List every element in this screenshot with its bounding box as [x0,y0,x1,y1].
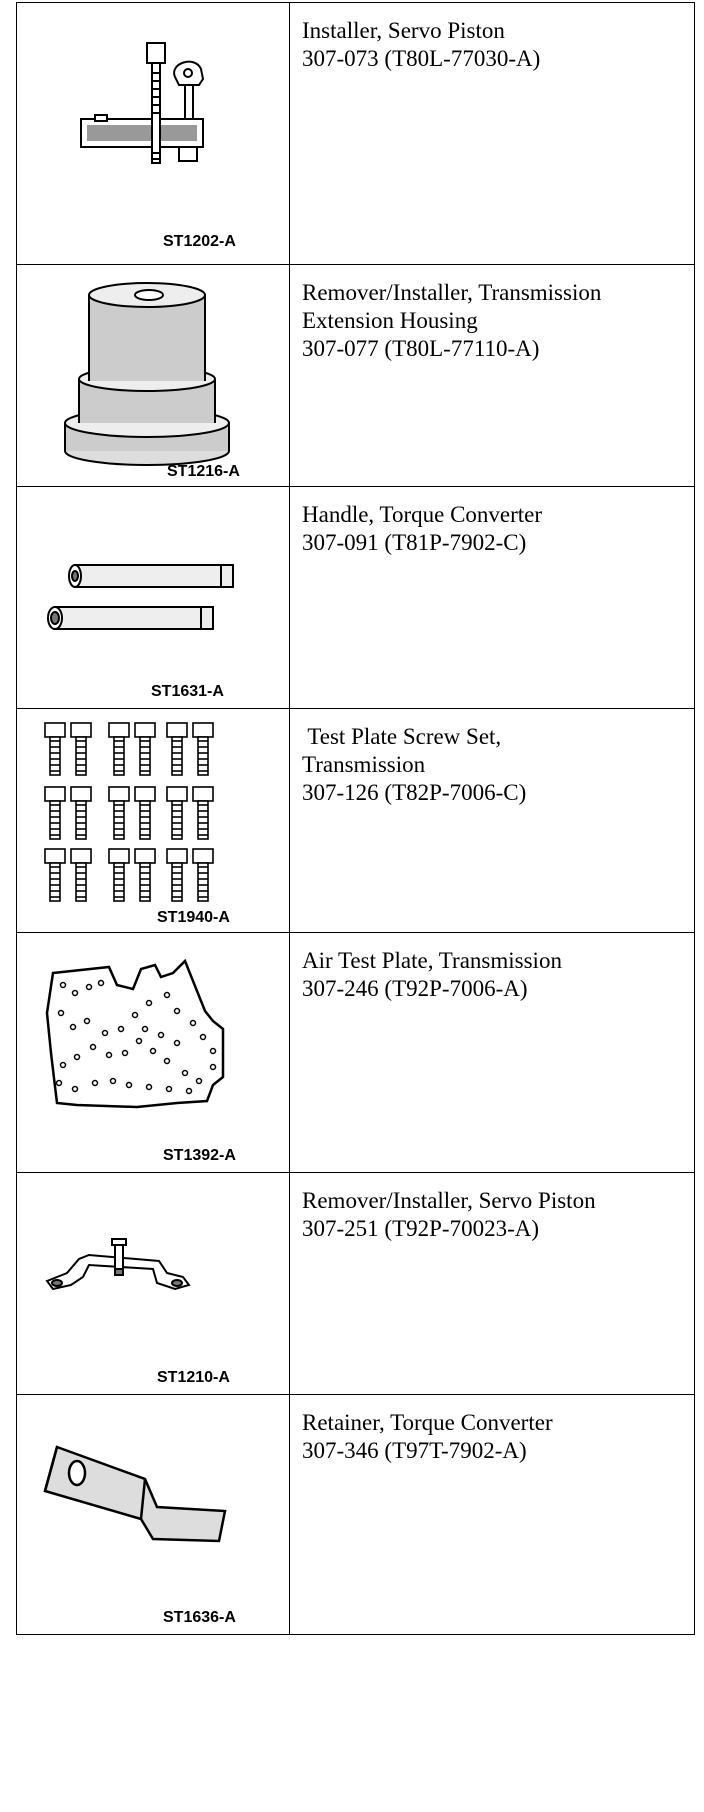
screw-icon [135,787,155,839]
tool-image-code: ST1202-A [163,233,236,250]
table-row [17,709,695,933]
plate-hole [75,1055,80,1060]
plate-hole [57,1081,62,1086]
torque-converter-retainer-illustration [17,1395,289,1635]
air-test-plate-illustration [17,933,289,1173]
table-row [17,933,695,1173]
plate-hole [183,1071,188,1076]
plate-hole [137,1039,142,1044]
tool-illustration-cell [17,1395,290,1635]
tool-table [16,2,695,1635]
screw-icon [109,787,129,839]
tool-image-code: ST1631-A [151,683,224,700]
tool-name-line: Remover/Installer, Transmission [302,280,602,305]
plate-hole [201,1035,206,1040]
tool-description-cell [290,933,695,1173]
plate-hole [133,1013,138,1018]
plate-hole [147,1001,152,1006]
tool-description-cell [290,487,695,709]
screw-icon [45,787,65,839]
tool-name-line: Transmission [302,752,426,777]
extension-housing-tool-illustration [17,265,289,487]
tool-image-code: ST1210-A [157,1369,230,1386]
tool-name-line: Installer, Servo Piston [302,18,505,43]
plate-hole [197,1079,202,1084]
plate-hole [87,985,92,990]
plate-hole [93,1081,98,1086]
table-row [17,3,695,265]
tool-illustration-cell [17,1173,290,1395]
plate-hole [61,1063,66,1068]
tool-name-line: Air Test Plate, Transmission [302,948,562,973]
screw-icon [135,723,155,775]
tool-name-line: Handle, Torque Converter [302,502,543,527]
plate-hole [165,993,170,998]
plate-hole [165,1059,170,1064]
tool-number-line: 307-126 (T82P-7006-C) [302,780,527,805]
tool-number-line: 307-073 (T80L-77030-A) [302,46,541,71]
tool-name-line: Test Plate Screw Set, [302,724,502,749]
table-row [17,487,695,709]
tool-illustration-cell [17,709,290,933]
tool-number-line: 307-246 (T92P-7006-A) [302,976,528,1001]
servo-piston-installer-illustration [17,3,289,265]
tool-image-code: ST1636-A [163,1609,236,1626]
plate-hole [151,1049,156,1054]
plate-hole [143,1027,148,1032]
tool-number-line: 307-077 (T80L-77110-A) [302,336,540,361]
screw-icon [71,723,91,775]
plate-hole [187,1089,192,1094]
plate-hole [175,1041,180,1046]
plate-hole [111,1079,116,1084]
screw-icon [167,787,187,839]
plate-hole [59,1011,64,1016]
plate-hole [159,1033,164,1038]
tool-description-cell [290,265,695,487]
table-row [17,265,695,487]
screw-icon [109,849,129,901]
screw-icon [167,723,187,775]
plate-hole [167,1087,172,1092]
screw-icon [193,787,213,839]
plate-hole [191,1021,196,1026]
tool-illustration-cell [17,3,290,265]
tool-illustration-cell [17,487,290,709]
plate-hole [175,1009,180,1014]
plate-hole [61,983,66,988]
plate-hole [85,1019,90,1024]
tool-description-cell [290,3,695,265]
plate-hole [73,1087,78,1092]
torque-converter-handle-illustration [17,487,289,709]
plate-hole [211,1049,216,1054]
plate-hole [91,1045,96,1050]
tool-name-line: Remover/Installer, Servo Piston [302,1188,596,1213]
plate-hole [147,1085,152,1090]
plate-hole [99,981,104,986]
tool-description-cell [290,1173,695,1395]
tool-image-code: ST1216-A [167,463,240,480]
screw-icon [193,723,213,775]
plate-hole [127,1083,132,1088]
plate-hole [123,1051,128,1056]
tool-description-cell [290,709,695,933]
tool-image-code: ST1392-A [163,1147,236,1164]
tool-name-line: Retainer, Torque Converter [302,1410,553,1435]
tool-description-cell [290,1395,695,1635]
plate-hole [119,1027,124,1032]
tool-illustration-cell [17,265,290,487]
plate-hole [103,1031,108,1036]
screw-icon [45,849,65,901]
screw-icon [167,849,187,901]
screw-icon [71,849,91,901]
tool-number-line: 307-251 (T92P-70023-A) [302,1216,539,1241]
plate-hole [71,1025,76,1030]
screw-icon [135,849,155,901]
plate-hole [211,1065,216,1070]
screw-set-illustration [17,709,289,933]
tool-number-line: 307-091 (T81P-7902-C) [302,530,527,555]
table-row [17,1395,695,1635]
tool-name-line: Extension Housing [302,308,478,333]
tool-image-code: ST1940-A [157,909,230,926]
screw-icon [109,723,129,775]
tool-number-line: 307-346 (T97T-7902-A) [302,1438,527,1463]
table-row [17,1173,695,1395]
screw-icon [193,849,213,901]
screw-icon [45,723,65,775]
servo-piston-remover-illustration [17,1173,289,1395]
plate-hole [73,991,78,996]
tool-illustration-cell [17,933,290,1173]
plate-hole [107,1053,112,1058]
screw-icon [71,787,91,839]
